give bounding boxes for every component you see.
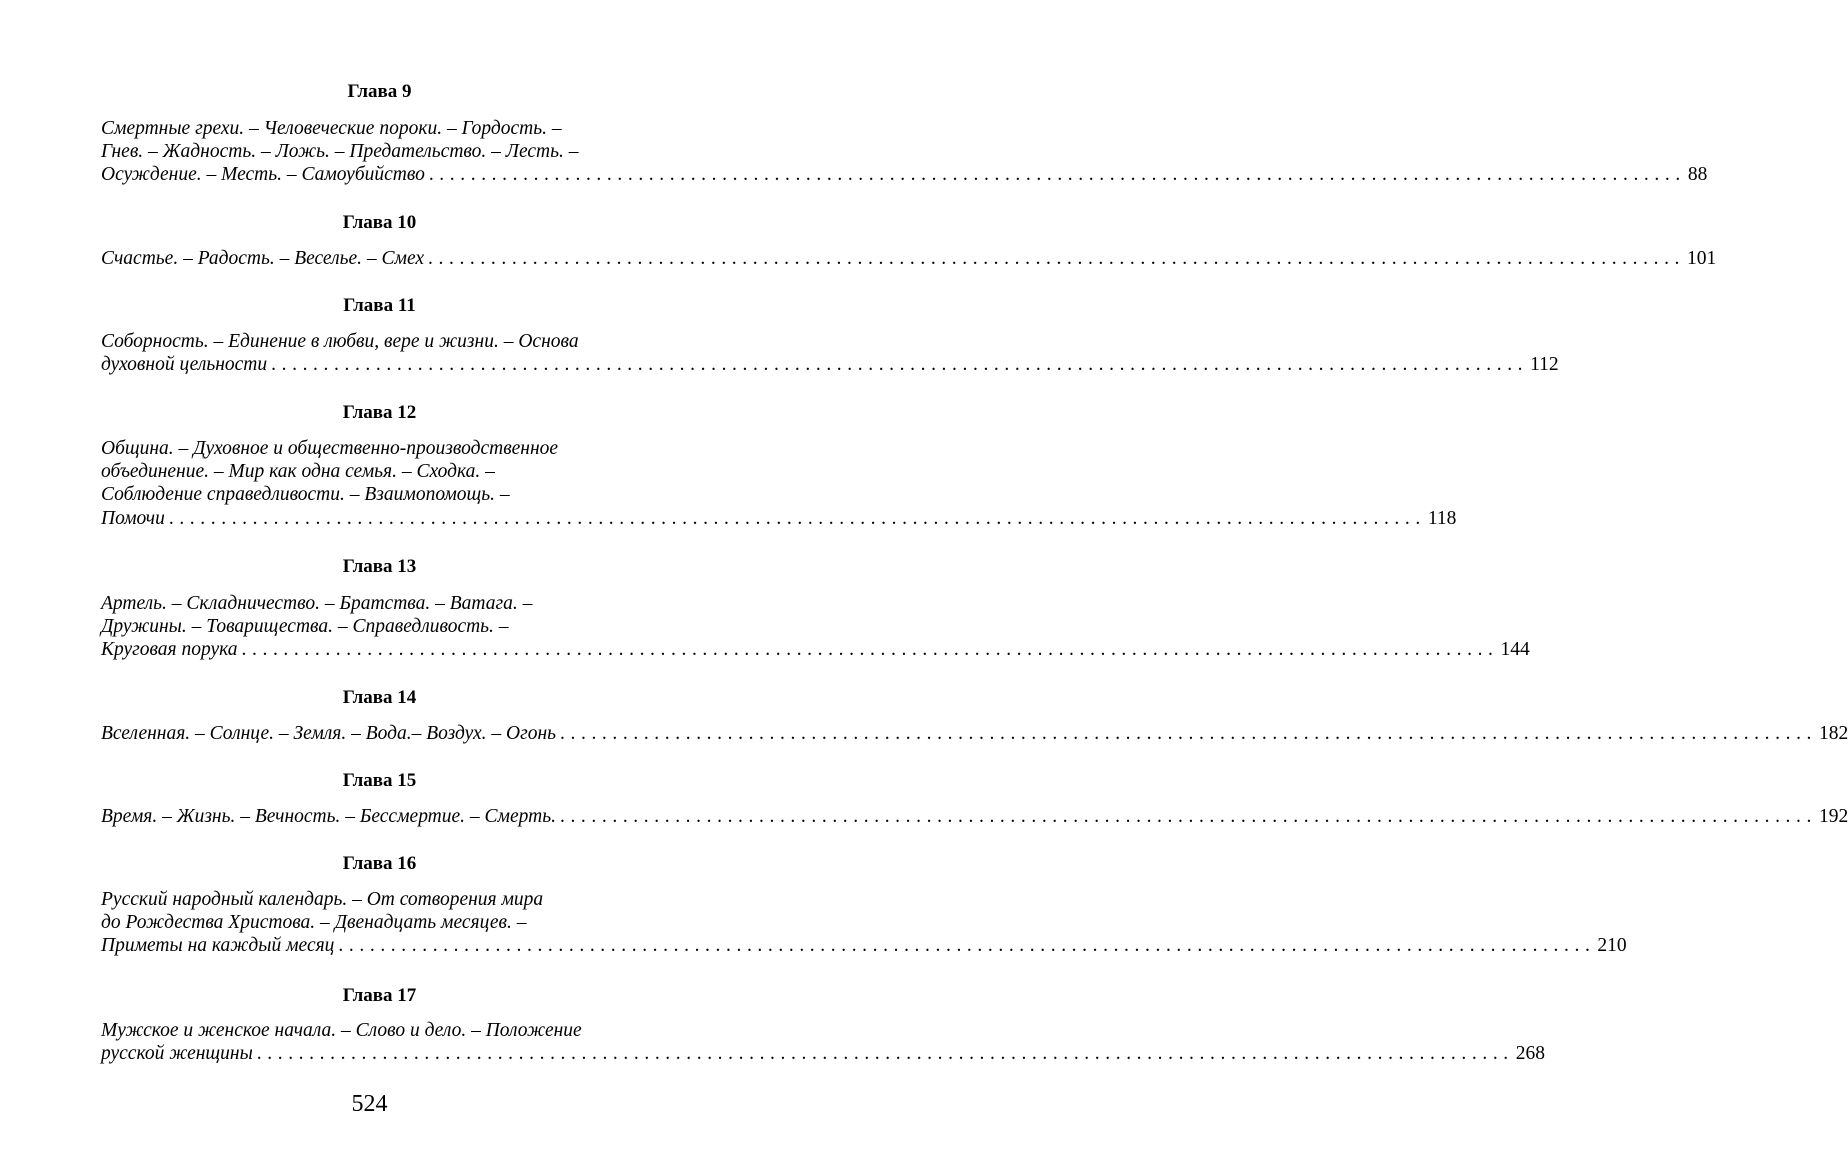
entry-text: Вселенная. – Солнце. – Земля. – Вода.– Воздух. – Огонь bbox=[101, 723, 557, 744]
chapter-title: Глава 16 bbox=[342, 853, 417, 874]
dot-leader: ........................................................................................................................ bbox=[338, 935, 1596, 957]
entry-last-line bbox=[101, 353, 1559, 376]
chapter-title: Глава 15 bbox=[342, 770, 417, 791]
entry-text: Приметы на каждый месяц bbox=[101, 935, 335, 957]
entry-line: Соборность. – Единение в любви, вере и жизни. – Основа bbox=[101, 331, 579, 352]
entry-last-line bbox=[101, 722, 1848, 745]
entry-line: до Рождества Христова. – Двенадцать месяцев. – bbox=[101, 912, 527, 934]
page-number: 192 bbox=[1818, 806, 1848, 827]
entry-line: Гнев. – Жадность. – Ложь. – Предательство. – Лесть. – bbox=[101, 141, 579, 163]
dot-leader: ........................................................................................................................ bbox=[271, 354, 1529, 376]
toc-entry bbox=[101, 888, 1627, 958]
toc-entry bbox=[101, 722, 1848, 745]
entry-last-line bbox=[101, 934, 1627, 957]
entry-line: объединение. – Мир как одна семья. – Сходка. – bbox=[101, 461, 495, 483]
chapter-title: Глава 12 bbox=[342, 402, 417, 423]
entry-text: Счастье. – Радость. – Веселье. – Смех bbox=[101, 248, 425, 269]
toc-entry bbox=[101, 592, 1530, 662]
dot-leader: ........................................................................................................................ bbox=[428, 164, 1686, 186]
entry-line: Мужское и женское начала. – Слово и дело. – Положение bbox=[101, 1020, 582, 1041]
chapter-title: Глава 9 bbox=[347, 81, 412, 102]
dot-leader: ........................................................................................................................ bbox=[256, 1043, 1514, 1065]
entry-line: Дружины. – Товарищества. – Справедливость. – bbox=[101, 616, 509, 638]
entry-text: Круговая порука bbox=[101, 639, 238, 661]
page-number: 182 bbox=[1819, 723, 1848, 744]
entry-last-line bbox=[101, 1042, 1546, 1065]
entry-last-line bbox=[101, 247, 1717, 270]
entry-last-line bbox=[101, 163, 1708, 186]
toc-entry bbox=[101, 805, 1848, 828]
chapter-title: Глава 11 bbox=[343, 295, 416, 316]
chapter-title: Глава 10 bbox=[342, 212, 417, 233]
page-number: 88 bbox=[1687, 164, 1708, 186]
toc-entry bbox=[101, 330, 1559, 376]
dot-leader: ........................................................................................................................ bbox=[560, 723, 1818, 744]
entry-text: русской женщины bbox=[101, 1043, 253, 1065]
dot-leader: ........................................................................................................................ bbox=[241, 639, 1499, 661]
dot-leader: ........................................................................................................................ bbox=[428, 248, 1686, 269]
entry-line: Смертные грехи. – Человеческие пороки. – Гордость. – bbox=[101, 118, 562, 139]
toc-entry bbox=[101, 437, 1457, 530]
dot-leader: ........................................................................................................................ bbox=[559, 806, 1817, 827]
entry-last-line bbox=[101, 805, 1848, 828]
dot-leader: ........................................................................................................................ bbox=[168, 507, 1426, 529]
entry-text: духовной цельности bbox=[101, 354, 268, 376]
entry-text: Помочи bbox=[101, 507, 165, 529]
entry-last-line bbox=[101, 507, 1457, 530]
entry-last-line bbox=[101, 638, 1530, 661]
entry-text: Осуждение. – Месть. – Самоубийство bbox=[101, 164, 425, 186]
entry-line: Русский народный календарь. – От сотворения мира bbox=[101, 889, 544, 910]
entry-line: Соблюдение справедливости. – Взаимопомощь. – bbox=[101, 484, 510, 506]
page-number: 101 bbox=[1687, 248, 1717, 269]
entry-line: Община. – Духовное и общественно-производственное bbox=[101, 438, 559, 459]
page-number: 144 bbox=[1500, 639, 1530, 661]
page-number: 118 bbox=[1427, 507, 1457, 529]
chapter-title: Глава 17 bbox=[342, 985, 417, 1006]
chapter-title: Глава 13 bbox=[342, 556, 417, 577]
toc-entry bbox=[101, 1019, 1546, 1065]
toc-entry bbox=[101, 247, 1717, 270]
entry-line: Артель. – Складничество. – Братства. – Ватага. – bbox=[101, 593, 533, 614]
toc-entry bbox=[101, 117, 1708, 187]
page-number: 210 bbox=[1597, 935, 1627, 957]
page-number: 268 bbox=[1515, 1043, 1546, 1065]
entry-text: Время. – Жизнь. – Вечность. – Бессмертие. – Смерть. bbox=[101, 806, 556, 827]
page-number: 112 bbox=[1530, 354, 1559, 376]
page-folio: 524 bbox=[351, 1091, 388, 1117]
chapter-title: Глава 14 bbox=[342, 687, 417, 708]
